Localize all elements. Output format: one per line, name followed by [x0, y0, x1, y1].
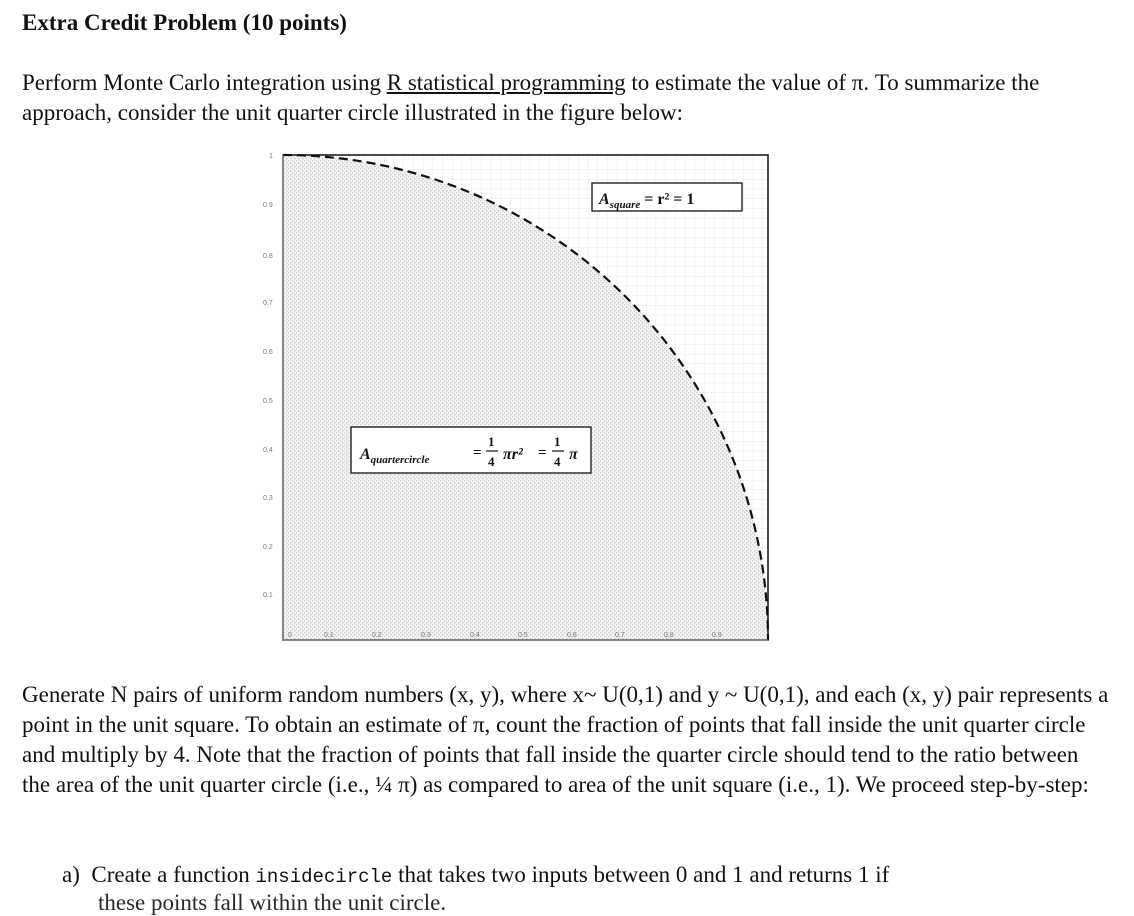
svg-text:Aquartercircle: $A_{quartercircle}$	[360, 446, 430, 466]
quarter-circle-area-label	[351, 427, 591, 473]
svg-text:πr²: πr²	[503, 446, 523, 463]
svg-text:Asquare = r² = 1: $A_{square} = r^2 = 1$	[599, 191, 695, 211]
y-tick: 0.6	[263, 349, 273, 356]
y-tick: 0.9	[263, 202, 273, 209]
svg-text:π: π	[569, 446, 578, 463]
method-paragraph: Generate N pairs of uniform random numbers (x, y), where x~ U(0,1) and y ~ U(0,1), and each (x, y) pair represents a point in the unit square. To obtain an estimate of π, count the fraction of points that fall inside the unit quarter circle and multiply by 4. Note that the fraction of points that fall inside the quarter circle should tend to the ratio between the area of the unit quarter circle (i.e., ¼ π) as compared to area of the unit square (i.e., 1). We proceed step-by-step:	[22, 682, 1109, 797]
quarter-circle-figure	[258, 150, 778, 650]
svg-text:1: 1	[554, 434, 561, 449]
x-tick: 0.1	[324, 632, 334, 639]
r-link-text: R statistical programming	[386, 70, 626, 95]
y-tick: 0.2	[263, 544, 273, 551]
intro-text-1: Perform Monte Carlo integration using	[22, 70, 387, 95]
step-a-label: a)	[62, 862, 80, 887]
svg-text:1: 1	[488, 434, 495, 449]
function-name-code: insidecircle	[255, 866, 393, 888]
x-tick: 0.2	[372, 632, 382, 639]
intro-text-2: to estimate the value of π. To summarize the approach, consider the unit quarter circle illustrated in the figure below:	[22, 70, 1040, 125]
y-tick: 0.7	[263, 300, 273, 307]
svg-text:4: 4	[488, 454, 495, 469]
step-a-text-1: Create a function	[91, 862, 256, 887]
x-tick: 0.7	[615, 632, 625, 639]
problem-title: Extra Credit Problem (10 points)	[22, 10, 347, 35]
y-tick-1: 1	[269, 153, 273, 160]
step-a-text-2: that takes two inputs between 0 and 1 and returns 1 if	[392, 862, 890, 887]
x-tick: 0.4	[470, 632, 480, 639]
x-tick: 0.8	[664, 632, 674, 639]
x-tick: 0.3	[421, 632, 431, 639]
square-area-label	[592, 183, 742, 211]
x-tick: 0.9	[712, 632, 722, 639]
intro-paragraph	[22, 68, 1102, 128]
y-tick: 0.8	[263, 253, 273, 260]
step-a	[62, 860, 889, 892]
svg-text:=: =	[538, 445, 547, 461]
y-tick: 0.4	[263, 447, 273, 454]
step-a-continuation: these points fall within the unit circle.	[98, 890, 447, 915]
x-tick: 0.5	[518, 632, 528, 639]
x-tick: 0	[288, 632, 292, 639]
y-tick: 0.1	[263, 592, 273, 599]
y-tick: 0.5	[263, 398, 273, 405]
svg-text:4: 4	[554, 454, 561, 469]
x-tick: 0.6	[567, 632, 577, 639]
svg-text:=: =	[473, 445, 482, 461]
y-tick: 0.3	[263, 495, 273, 502]
